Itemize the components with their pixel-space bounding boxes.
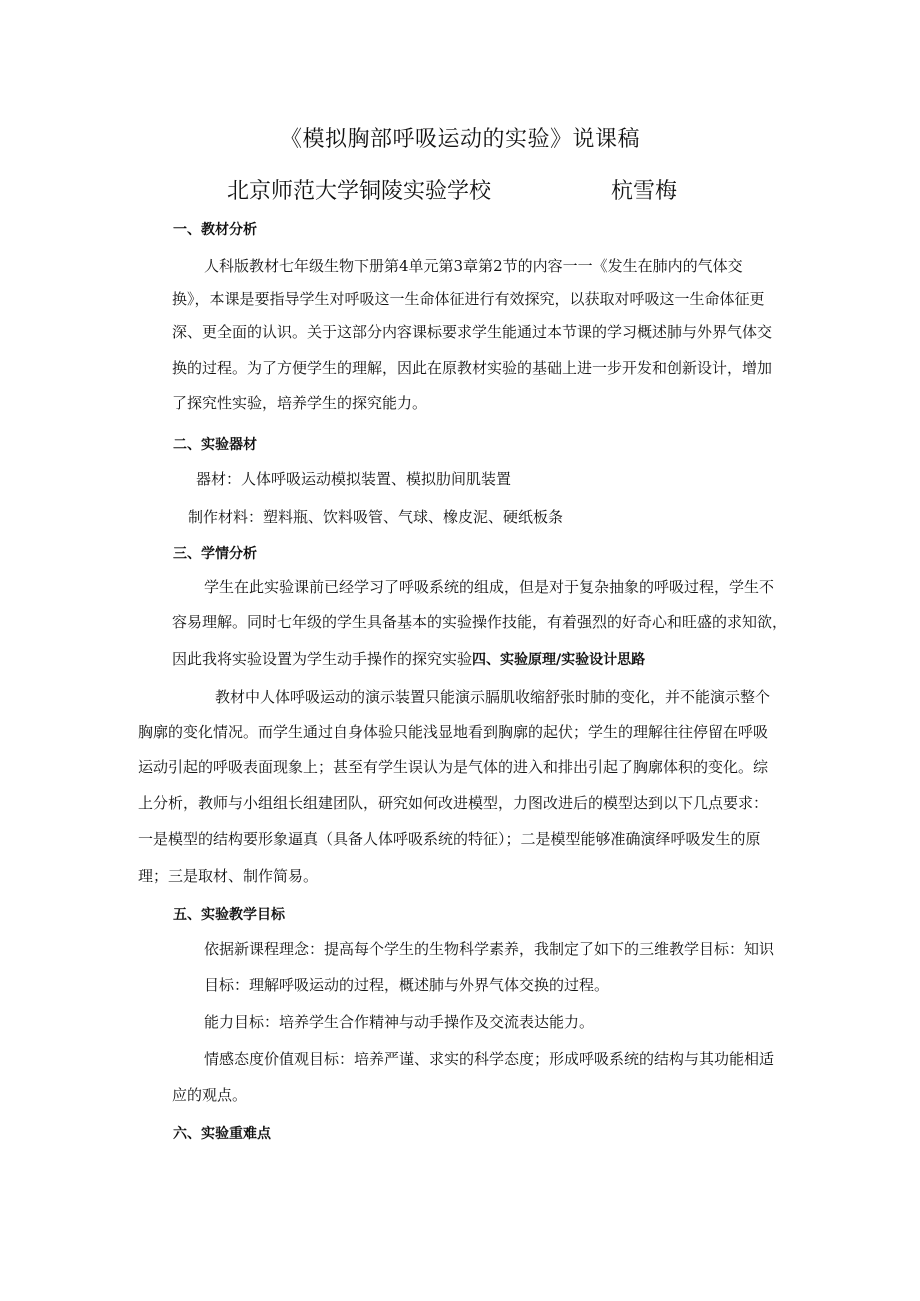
paragraph-line: 运动引起的呼吸表面现象上；甚至有学生误认为是气体的进入和排出引起了胸廓体积的变化。综 bbox=[138, 758, 769, 776]
paragraph-line: 换的过程。为了方便学生的理解，因此在原教材实验的基础上进一步开发和创新设计，增加 bbox=[172, 359, 773, 377]
paragraph-line: 深、更全面的认识。关于这部分内容课标要求学生能通过本节课的学习概述肺与外界气体交 bbox=[172, 323, 773, 341]
paragraph-line: 学生在此实验课前已经学习了呼吸系统的组成，但是对于复杂抽象的呼吸过程，学生不 bbox=[204, 578, 775, 596]
document-byline bbox=[227, 174, 677, 205]
paragraph-line: 理；三是取材、制作简易。 bbox=[138, 867, 319, 885]
paragraph-line: 了探究性实验，培养学生的探究能力。 bbox=[172, 394, 428, 412]
materials-line: 制作材料：塑料瓶、饮料吸管、气球、橡皮泥、硬纸板条 bbox=[188, 508, 564, 526]
section-heading-5: 五、实验教学目标 bbox=[173, 907, 285, 923]
paragraph-line: 换》，本课是要指导学生对呼吸这一生命体征进行有效探究，以获取对呼吸这一生命体征更 bbox=[172, 290, 765, 308]
section-heading-4: 四、实验原理/实验设计思路 bbox=[472, 652, 646, 668]
paragraph-line: 人科版教材七年级生物下册第4单元第3章第2节的内容一一《发生在肺内的气体交 bbox=[204, 257, 743, 275]
paragraph-line: 教材中人体呼吸运动的演示装置只能演示膈肌收缩舒张时肺的变化，并不能演示整个 bbox=[215, 688, 771, 706]
equipment-line: 器材：人体呼吸运动模拟装置、模拟肋间肌装置 bbox=[196, 470, 512, 488]
paragraph-line: 上分析，教师与小组组长组建团队，研究如何改进模型，力图改进后的模型达到以下几点要求： bbox=[138, 794, 769, 812]
paragraph-line: 胸廓的变化情况。而学生通过自身体验只能浅显地看到胸廓的起伏；学生的理解往往停留在呼吸 bbox=[138, 723, 769, 741]
paragraph-text: 因此我将实验设置为学生动手操作的探究实验 bbox=[172, 650, 473, 668]
author-name: 杭雪梅 bbox=[611, 179, 678, 204]
paragraph-line: 一是模型的结构要形象逼真（具备人体呼吸系统的特征）；二是模型能够准确演绎呼吸发生的原 bbox=[138, 830, 761, 848]
section-heading-6: 六、实验重难点 bbox=[173, 1126, 271, 1142]
document-title: 《模拟胸部呼吸运动的实验》说课稿 bbox=[279, 127, 640, 152]
paragraph-line-with-heading bbox=[172, 649, 645, 670]
section-heading-1: 一、教材分析 bbox=[173, 222, 257, 238]
paragraph-line: 能力目标：培养学生合作精神与动手操作及交流表达能力。 bbox=[204, 1013, 595, 1031]
school-name: 北京师范大学铜陵实验学校 bbox=[227, 179, 492, 204]
paragraph-line: 依据新课程理念：提高每个学生的生物科学素养，我制定了如下的三维教学目标：知识 bbox=[204, 940, 775, 958]
paragraph-line: 目标：理解呼吸运动的过程，概述肺与外界气体交换的过程。 bbox=[204, 976, 610, 994]
paragraph-line: 情感态度价值观目标：培养严谨、求实的科学态度；形成呼吸系统的结构与其功能相适 bbox=[204, 1050, 775, 1068]
paragraph-line: 容易理解。同时七年级的学生具备基本的实验操作技能，有着强烈的好奇心和旺盛的求知欲， bbox=[172, 613, 788, 631]
paragraph-line: 应的观点。 bbox=[172, 1086, 248, 1104]
section-heading-3: 三、学情分析 bbox=[173, 546, 257, 562]
section-heading-2: 二、实验器材 bbox=[173, 437, 257, 453]
